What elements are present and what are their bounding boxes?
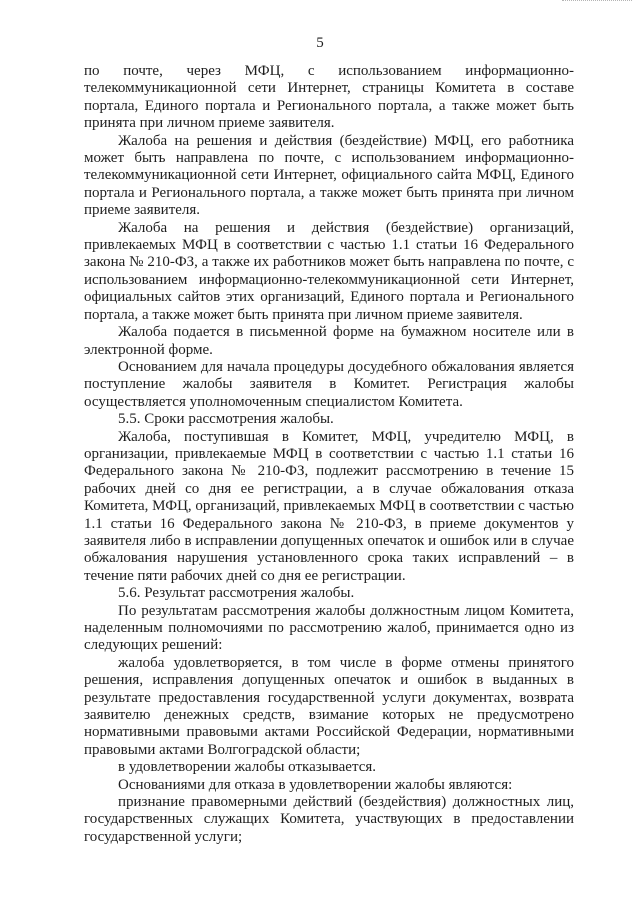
paragraph-procedure-start: Основанием для начала процедуры досудебного обжалования является поступление жалобы заявителя в Комитет. Регистрация жалобы осуществляется уполномоченным специалистом Комитета.	[84, 358, 574, 410]
document-body	[84, 63, 574, 846]
page-number: 5	[316, 35, 324, 51]
list-item-refused: в удовлетворении жалобы отказывается.	[118, 759, 376, 776]
paragraph-refusal-grounds: Основаниями для отказа в удовлетворении жалобы являются:	[118, 776, 513, 793]
paragraph-continuation: по почте, через МФЦ, с использованием информационно-телекоммуникационной сети Интернет, страницы Комитета в составе портала, Единого портала и Регионального портала, а также может быть принята при личном приеме заявителя.	[84, 63, 574, 132]
paragraph-mfc-complaint: Жалоба на решения и действия (бездействие) МФЦ, его работника может быть направлена по почте, с использованием информационно-телекоммуникационной сети Интернет, официального сайта МФЦ, Единого портала и Регионального портала, а также может быть принята при личном приеме заявителя.	[84, 132, 574, 219]
paragraph-complaint-form: Жалоба подается в письменной форме на бумажном носителе или в электронной форме.	[84, 324, 574, 358]
paragraph-review-terms: Жалоба, поступившая в Комитет, МФЦ, учредителю МФЦ, в организации, привлекаемые МФЦ в соответствии с частью 1.1 статьи 16 Федерального закона № 210-ФЗ, подлежит рассмотрению в течение 15 рабочих дней со дня ее регистрации, а в случае обжалования отказа Комитета, МФЦ, организаций, привлекаемых МФЦ в соответствии с частью 1.1 статьи 16 Федерального закона № 210-ФЗ, в приеме документов у заявителя либо в исправлении допущенных опечаток и ошибок или в случае обжалования нарушения установленного срока таких исправлений – в течение пяти рабочих дней со дня ее регистрации.	[84, 428, 575, 584]
paragraph-organizations-complaint: Жалоба на решения и действия (бездействие) организаций, привлекаемых МФЦ в соответствии с частью 1.1 статьи 16 Федерального закона № 210-ФЗ, а также их работников может быть направлена по почте, с использованием информационно-телекоммуникационной сети Интернет, официальных сайтов этих организаций, Единого портала и Регионального портала, а также может быть принята при личном приеме заявителя.	[84, 219, 574, 323]
scan-corner-mark	[562, 0, 632, 4]
list-item-lawful-actions: признание правомерными действий (бездействия) должностных лиц, государственных служащих Комитета, участвующих в предоставлении государственной услуги;	[84, 794, 574, 845]
paragraph-decision-intro: По результатам рассмотрения жалобы должностным лицом Комитета, наделенным полномочиями по рассмотрению жалоб, принимается одно из следующих решений:	[84, 602, 574, 654]
section-heading-5-5: 5.5. Сроки рассмотрения жалобы.	[118, 411, 334, 428]
list-item-satisfied: жалоба удовлетворяется, в том числе в форме отмены принятого решения, исправления допущенных опечаток и ошибок в выданных в результате предоставления государственной услуги документах, возврата заявителю денежных средств, взимание которых не предусмотрено нормативными правовыми актами Российской Федерации, нормативными правовыми актами Волгоградской области;	[84, 654, 574, 758]
section-heading-5-6: 5.6. Результат рассмотрения жалобы.	[118, 585, 355, 602]
